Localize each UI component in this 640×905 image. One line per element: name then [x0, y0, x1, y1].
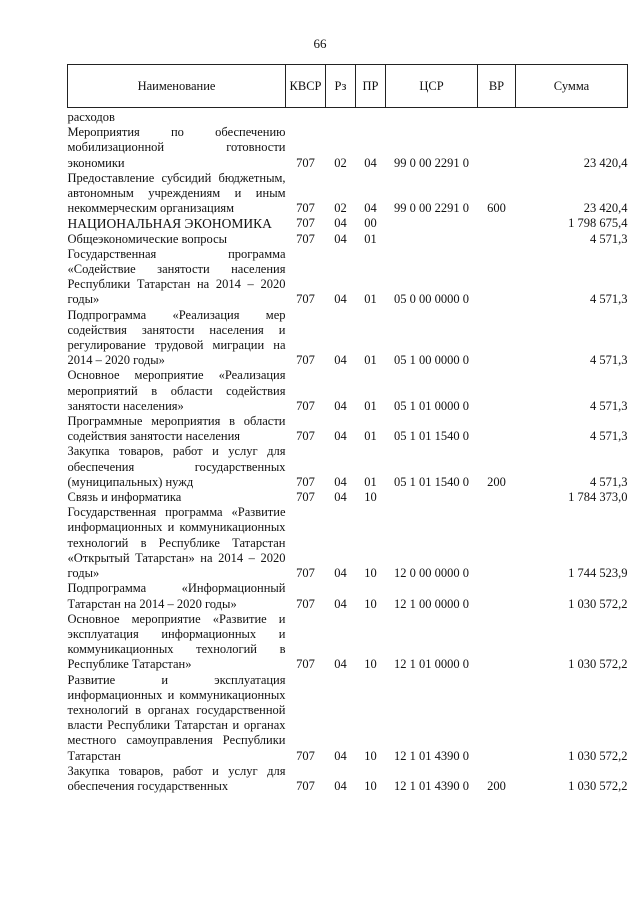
row-pr: 04	[364, 155, 377, 170]
row-kvsr: 707	[296, 490, 315, 505]
row-kvsr: 707	[296, 155, 315, 170]
row-kvsr: 707	[296, 292, 315, 307]
row-sum: 23 420,4	[583, 201, 628, 216]
row-kvsr: 707	[296, 429, 315, 444]
row-kvsr: 707	[296, 201, 315, 216]
table-row	[68, 490, 628, 505]
row-pr: 01	[364, 398, 377, 413]
row-kvsr: 707	[296, 748, 315, 763]
row-sum: 4 571,3	[590, 353, 628, 368]
row-csr: 12 0 00 0000 0	[394, 566, 469, 581]
row-rz: 04	[334, 474, 347, 489]
row-sum: 1 030 572,2	[568, 778, 628, 793]
row-vr	[478, 247, 516, 308]
row-sum: 1 030 572,2	[568, 657, 628, 672]
row-name: Предоставление субсидий бюджетным, автономным учреждениям и иным некоммерческим организациям	[67, 170, 286, 216]
row-csr: 05 1 00 0000 0	[394, 353, 469, 368]
row-rz: 04	[334, 748, 347, 763]
row-csr: 05 1 01 1540 0	[394, 429, 469, 444]
row-rz	[326, 108, 356, 126]
row-rz: 04	[334, 231, 347, 246]
page-number: 66	[313, 36, 327, 51]
row-name: Государственная программа «Развитие информационных и коммуникационных технологий в Республике Татарстан «Открытый Татарстан» на 2014 – 2020 годы»	[67, 505, 286, 581]
row-name: Закупка товаров, работ и услуг для обеспечения государственных	[67, 763, 286, 793]
header-pr: ПР	[356, 65, 386, 108]
row-kvsr: 707	[296, 353, 315, 368]
header-rz: Рз	[326, 65, 356, 108]
table-row	[68, 581, 628, 611]
row-name: расходов	[67, 110, 115, 124]
row-vr: 200	[487, 474, 506, 489]
table-row	[68, 444, 628, 490]
row-rz: 04	[334, 398, 347, 413]
row-pr: 10	[364, 490, 377, 505]
row-vr	[478, 673, 516, 764]
row-vr: 200	[487, 778, 506, 793]
row-rz: 04	[334, 657, 347, 672]
row-vr	[478, 368, 516, 414]
row-pr: 01	[364, 353, 377, 368]
row-sum: 1 798 675,4	[568, 216, 628, 231]
table-row	[68, 171, 628, 217]
row-rz: 04	[334, 566, 347, 581]
row-kvsr: 707	[296, 474, 315, 489]
row-name: Программные мероприятия в области содействия занятости населения	[67, 414, 286, 444]
row-vr: 600	[487, 201, 506, 216]
table-row	[68, 505, 628, 581]
row-name: НАЦИОНАЛЬНАЯ ЭКОНОМИКА	[67, 216, 272, 232]
row-pr: 01	[364, 292, 377, 307]
row-sum: 1 744 523,9	[568, 566, 628, 581]
table-body	[68, 108, 628, 795]
row-pr: 10	[364, 657, 377, 672]
row-name: Основное мероприятие «Развитие и эксплуатация информационных и коммуникационных технологий в Республике Татарстан»	[67, 611, 286, 672]
header-kvsr: КВСР	[286, 65, 326, 108]
row-sum: 4 571,3	[590, 429, 628, 444]
row-name: Связь и информатика	[67, 490, 182, 505]
row-rz: 04	[334, 596, 347, 611]
table-row	[68, 368, 628, 414]
table-row	[68, 764, 628, 794]
row-name: Основное мероприятие «Реализация мероприятий в области содействия занятости населения»	[67, 368, 286, 413]
row-kvsr: 707	[296, 216, 315, 231]
row-rz: 02	[334, 155, 347, 170]
row-rz: 04	[334, 216, 347, 231]
row-pr: 10	[364, 566, 377, 581]
row-name: Мероприятия по обеспечению мобилизационной готовности экономики	[67, 125, 286, 170]
row-pr: 01	[364, 429, 377, 444]
row-rz: 04	[334, 490, 347, 505]
table-row	[68, 125, 628, 171]
row-csr: 12 1 01 0000 0	[394, 657, 469, 672]
row-pr: 01	[364, 231, 377, 246]
row-name: Закупка товаров, работ и услуг для обеспечения государственных (муниципальных) нужд	[67, 444, 286, 489]
row-rz: 04	[334, 429, 347, 444]
row-sum: 1 030 572,2	[568, 748, 628, 763]
row-sum: 4 571,3	[590, 474, 628, 489]
row-name: Развитие и эксплуатация информационных и коммуникационных технологий в органах государственной власти Республики Татарстан и органах местного самоуправления Республики Татарстан	[67, 672, 286, 763]
header-sum: Сумма	[516, 65, 628, 108]
row-sum	[516, 108, 628, 126]
row-csr: 99 0 00 2291 0	[394, 155, 469, 170]
row-name: Общеэкономические вопросы	[67, 231, 228, 246]
row-vr	[478, 216, 516, 231]
table-row	[68, 308, 628, 369]
row-sum: 4 571,3	[590, 398, 628, 413]
row-csr: 05 0 00 0000 0	[394, 292, 469, 307]
row-csr	[386, 216, 478, 231]
budget-table	[67, 64, 628, 794]
table-row	[68, 232, 628, 247]
table-row	[68, 673, 628, 764]
row-kvsr: 707	[296, 231, 315, 246]
row-name: Подпрограмма «Информационный Татарстан на 2014 – 2020 годы»	[67, 581, 286, 611]
row-csr: 99 0 00 2291 0	[394, 201, 469, 216]
row-csr: 12 1 00 0000 0	[394, 596, 469, 611]
row-rz: 04	[334, 778, 347, 793]
row-kvsr: 707	[296, 596, 315, 611]
row-kvsr: 707	[296, 566, 315, 581]
header-csr: ЦСР	[386, 65, 478, 108]
row-rz: 02	[334, 201, 347, 216]
row-csr: 12 1 01 4390 0	[394, 778, 469, 793]
row-pr: 04	[364, 201, 377, 216]
row-csr: 05 1 01 0000 0	[394, 398, 469, 413]
row-pr: 10	[364, 596, 377, 611]
row-sum: 1 030 572,2	[568, 596, 628, 611]
table-row	[68, 216, 628, 231]
row-rz: 04	[334, 353, 347, 368]
table-row	[68, 247, 628, 308]
row-sum: 4 571,3	[590, 231, 628, 246]
row-kvsr	[286, 108, 326, 126]
header-name: Наименование	[68, 65, 286, 108]
row-vr	[478, 232, 516, 247]
row-name: Государственная программа «Содействие занятости населения Республики Татарстан на 2014 – 2020 годы»	[67, 246, 286, 307]
header-vr: ВР	[478, 65, 516, 108]
row-csr: 05 1 01 1540 0	[394, 474, 469, 489]
row-pr: 10	[364, 748, 377, 763]
row-name: Подпрограмма «Реализация мер содействия занятости населения и регулирование трудовой миграции на 2014 – 2020 годы»	[67, 307, 286, 368]
row-csr: 12 1 01 4390 0	[394, 748, 469, 763]
row-vr	[478, 125, 516, 171]
row-pr: 10	[364, 778, 377, 793]
row-vr	[478, 108, 516, 126]
row-sum: 4 571,3	[590, 292, 628, 307]
row-sum: 1 784 373,0	[568, 490, 628, 505]
row-csr	[386, 108, 478, 126]
row-vr	[478, 490, 516, 505]
table-header-row	[68, 65, 628, 108]
row-pr: 01	[364, 474, 377, 489]
row-vr	[478, 581, 516, 611]
row-vr	[478, 612, 516, 673]
row-vr	[478, 505, 516, 581]
row-kvsr: 707	[296, 398, 315, 413]
row-kvsr: 707	[296, 657, 315, 672]
row-pr: 00	[364, 216, 377, 231]
row-csr	[386, 490, 478, 505]
row-pr	[356, 108, 386, 126]
row-vr	[478, 414, 516, 444]
table-row	[68, 414, 628, 444]
row-vr	[478, 308, 516, 369]
table-row	[68, 108, 628, 126]
row-rz: 04	[334, 292, 347, 307]
table-row	[68, 612, 628, 673]
row-kvsr: 707	[296, 778, 315, 793]
row-csr	[386, 232, 478, 247]
row-sum: 23 420,4	[583, 155, 628, 170]
